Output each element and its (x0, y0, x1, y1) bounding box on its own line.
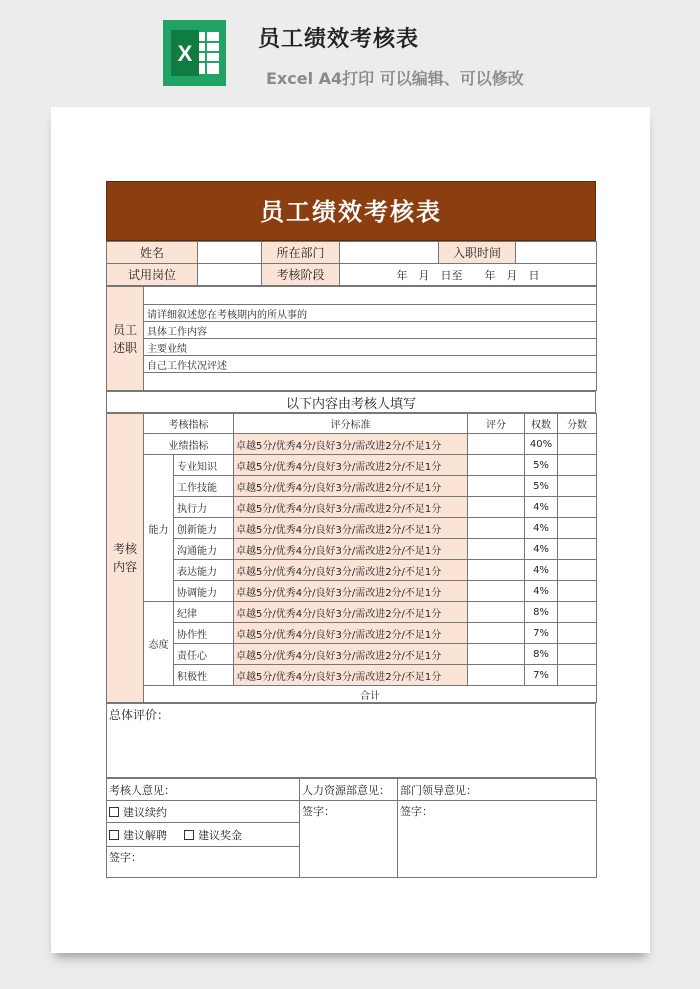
standard-cell: 卓越5分/优秀4分/良好3分/需改进2分/不足1分 (234, 476, 468, 497)
table-row (107, 539, 597, 560)
attitude-group-label: 态度 (144, 602, 174, 686)
self-review-blank-row[interactable] (144, 373, 597, 391)
weight-cell: 8% (525, 644, 558, 665)
option-continue[interactable] (107, 801, 300, 823)
dept-field[interactable] (340, 242, 439, 264)
table-row (107, 476, 597, 497)
points-cell[interactable] (558, 434, 597, 455)
standard-cell: 卓越5分/优秀4分/良好3分/需改进2分/不足1分 (234, 455, 468, 476)
standard-cell: 卓越5分/优秀4分/良好3分/需改进2分/不足1分 (234, 623, 468, 644)
page-header (0, 0, 700, 105)
points-cell[interactable] (558, 518, 597, 539)
col-header-standard: 评分标准 (234, 414, 468, 434)
table-row (107, 560, 597, 581)
position-label: 试用岗位 (107, 264, 198, 286)
self-review-line[interactable]: 主要业绩 (144, 339, 597, 356)
indicator-name: 创新能力 (174, 518, 234, 539)
weight-cell: 4% (525, 497, 558, 518)
entry-date-label: 入职时间 (439, 242, 516, 264)
weight-cell: 4% (525, 539, 558, 560)
score-cell[interactable] (468, 602, 525, 623)
reviewer-sign-field[interactable] (107, 847, 300, 878)
hr-sign-label: 签字： (302, 805, 335, 818)
ability-group-label: 能力 (144, 455, 174, 602)
col-header-score: 评分 (468, 414, 525, 434)
reviewer-opinion-label: 考核人意见： (107, 779, 300, 801)
indicator-name: 业绩指标 (144, 434, 234, 455)
checkbox-dismiss[interactable] (109, 830, 119, 840)
page-subtitle: Excel A4打印 可以编辑、可以修改 (266, 69, 524, 88)
table-row (107, 644, 597, 665)
reviewer-sign-label: 签字： (109, 851, 142, 864)
appraisal-form (106, 181, 596, 878)
indicator-name: 工作技能 (174, 476, 234, 497)
points-cell[interactable] (558, 665, 597, 686)
period-label: 考核阶段 (262, 264, 340, 286)
standard-cell: 卓越5分/优秀4分/良好3分/需改进2分/不足1分 (234, 602, 468, 623)
checkbox-bonus[interactable] (184, 830, 194, 840)
form-banner-title: 员工绩效考核表 (106, 181, 596, 241)
weight-cell: 8% (525, 602, 558, 623)
reviewer-section-table (106, 391, 596, 413)
standard-cell: 卓越5分/优秀4分/良好3分/需改进2分/不足1分 (234, 518, 468, 539)
leader-sign-field[interactable] (398, 801, 597, 878)
score-cell[interactable] (468, 434, 525, 455)
standard-cell: 卓越5分/优秀4分/良好3分/需改进2分/不足1分 (234, 644, 468, 665)
self-review-label-text: 员工述职 (112, 322, 137, 355)
option-dismiss-label: 建议解聘 (123, 828, 167, 842)
score-cell[interactable] (468, 476, 525, 497)
indicator-name: 协调能力 (174, 581, 234, 602)
self-review-label (107, 287, 144, 391)
self-review-line[interactable]: 自己工作状况评述 (144, 356, 597, 373)
weight-cell: 5% (525, 455, 558, 476)
indicator-name: 纪律 (174, 602, 234, 623)
table-row (107, 623, 597, 644)
standard-cell: 卓越5分/优秀4分/良好3分/需改进2分/不足1分 (234, 581, 468, 602)
score-cell[interactable] (468, 497, 525, 518)
checkbox-continue[interactable] (109, 807, 119, 817)
table-row (107, 455, 597, 476)
position-field[interactable] (198, 264, 262, 286)
standard-cell: 卓越5分/优秀4分/良好3分/需改进2分/不足1分 (234, 539, 468, 560)
weight-cell: 40% (525, 434, 558, 455)
score-cell[interactable] (468, 644, 525, 665)
score-cell[interactable] (468, 560, 525, 581)
weight-cell: 4% (525, 560, 558, 581)
table-row (107, 581, 597, 602)
indicator-name: 沟通能力 (174, 539, 234, 560)
overall-table (106, 703, 596, 778)
weight-cell: 5% (525, 476, 558, 497)
points-cell[interactable] (558, 602, 597, 623)
col-header-weight: 权数 (525, 414, 558, 434)
opinions-table (106, 778, 597, 878)
table-row (107, 518, 597, 539)
hr-sign-field[interactable] (300, 801, 398, 878)
evaluation-table (106, 413, 597, 703)
col-header-points: 分数 (558, 414, 597, 434)
reviewer-section-title: 以下内容由考核人填写 (107, 392, 596, 413)
col-header-indicator: 考核指标 (144, 414, 234, 434)
excel-icon-letter: X (177, 41, 193, 66)
self-review-line[interactable]: 具体工作内容 (144, 322, 597, 339)
leader-sign-label: 签字： (400, 805, 433, 818)
score-cell[interactable] (468, 539, 525, 560)
name-field[interactable] (198, 242, 262, 264)
option-continue-label: 建议续约 (123, 805, 167, 819)
standard-cell: 卓越5分/优秀4分/良好3分/需改进2分/不足1分 (234, 497, 468, 518)
option-row-dismiss-bonus (107, 823, 300, 847)
score-cell[interactable] (468, 623, 525, 644)
score-cell[interactable] (468, 581, 525, 602)
table-row (107, 434, 597, 455)
table-row (107, 665, 597, 686)
indicator-name: 执行力 (174, 497, 234, 518)
standard-cell: 卓越5分/优秀4分/良好3分/需改进2分/不足1分 (234, 560, 468, 581)
name-label: 姓名 (107, 242, 198, 264)
leader-opinion-label: 部门领导意见： (398, 779, 597, 801)
eval-content-label-text: 考核内容 (112, 542, 137, 574)
weight-cell: 4% (525, 581, 558, 602)
table-row (107, 602, 597, 623)
points-cell[interactable] (558, 497, 597, 518)
weight-cell: 4% (525, 518, 558, 539)
weight-cell: 7% (525, 623, 558, 644)
period-field[interactable]: 年 月 日至 年 月 日 (340, 264, 597, 286)
total-label: 合计 (144, 686, 597, 703)
points-cell[interactable] (558, 581, 597, 602)
points-cell[interactable] (558, 539, 597, 560)
overall-evaluation-field[interactable]: 总体评价： (107, 704, 596, 778)
score-cell[interactable] (468, 455, 525, 476)
self-review-line[interactable]: 请详细叙述您在考核期内的所从事的 (144, 305, 597, 322)
total-row (107, 686, 597, 703)
self-review-blank-row[interactable] (144, 287, 597, 305)
score-cell[interactable] (468, 518, 525, 539)
page-title: 员工绩效考核表 (258, 27, 420, 52)
eval-content-label (107, 414, 144, 703)
points-cell[interactable] (558, 560, 597, 581)
info-table (106, 241, 597, 286)
points-cell[interactable] (558, 623, 597, 644)
self-review-table (106, 286, 597, 391)
points-cell[interactable] (558, 455, 597, 476)
indicator-name: 专业知识 (174, 455, 234, 476)
points-cell[interactable] (558, 644, 597, 665)
hr-opinion-label: 人力资源部意见： (300, 779, 398, 801)
indicator-name: 协作性 (174, 623, 234, 644)
standard-cell: 卓越5分/优秀4分/良好3分/需改进2分/不足1分 (234, 434, 468, 455)
score-cell[interactable] (468, 665, 525, 686)
points-cell[interactable] (558, 476, 597, 497)
option-bonus-label: 建议奖金 (198, 828, 242, 842)
excel-icon (163, 20, 226, 86)
indicator-name: 表达能力 (174, 560, 234, 581)
table-row (107, 497, 597, 518)
standard-cell: 卓越5分/优秀4分/良好3分/需改进2分/不足1分 (234, 665, 468, 686)
dept-label: 所在部门 (262, 242, 340, 264)
weight-cell: 7% (525, 665, 558, 686)
indicator-name: 积极性 (174, 665, 234, 686)
entry-date-field[interactable] (516, 242, 597, 264)
indicator-name: 责任心 (174, 644, 234, 665)
